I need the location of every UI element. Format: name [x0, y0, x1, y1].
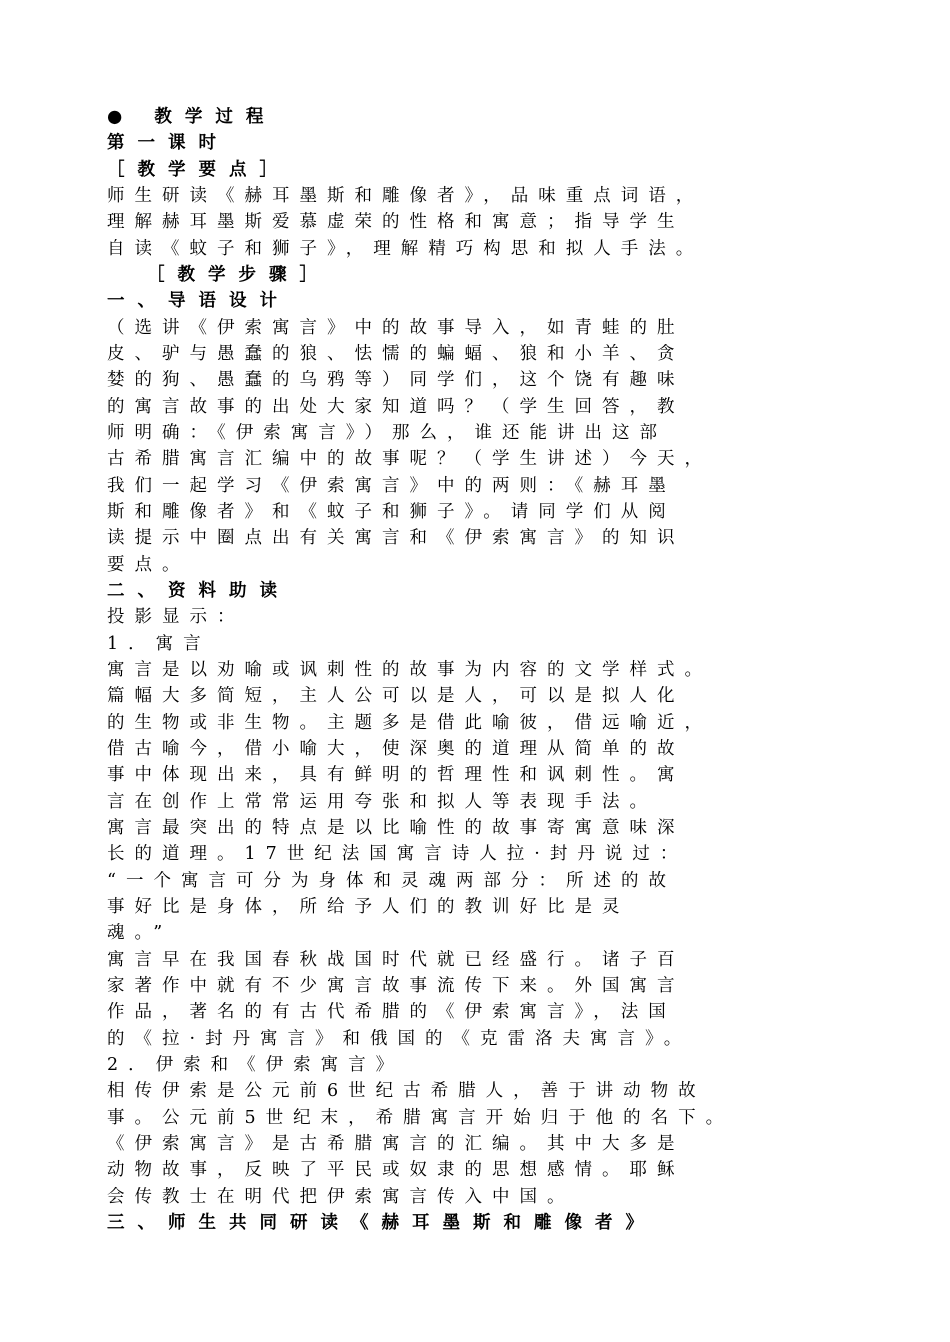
- text-line: 借古喻今，借小喻大，使深奥的道理从简单的故: [107, 739, 685, 759]
- text-line: 寓言最突出的特点是以比喻性的故事寄寓意味深: [107, 818, 685, 838]
- text-line: 的生物或非生物。主题多是借此喻彼，借远喻近，: [107, 713, 712, 733]
- text-line: 投影显示：: [107, 607, 245, 627]
- text-line: 寓言早在我国春秋战国时代就已经盛行。诸子百: [107, 950, 685, 970]
- text-line: 长的道理。17世纪法国寓言诗人拉·封丹说过：: [107, 844, 688, 864]
- text-line: 动物故事，反映了平民或奴隶的思想感情。耶稣: [107, 1160, 685, 1180]
- text-line: 师明确：《伊索寓言》）那么，谁还能讲出这部: [107, 423, 667, 443]
- text-line: “一个寓言可分为身体和灵魂两部分：所述的故: [107, 871, 676, 891]
- lesson-heading: 第一课时: [107, 133, 229, 153]
- text-line: 要点。: [107, 555, 190, 575]
- text-line: 的《拉·封丹寓言》和俄国的《克雷洛夫寓言》。: [107, 1029, 692, 1049]
- text-line: 我们一起学习《伊索寓言》中的两则：《赫耳墨: [107, 476, 676, 496]
- text-line: 古希腊寓言汇编中的故事呢？（学生讲述）今天，: [107, 449, 712, 469]
- text-line: （选讲《伊索寓言》中的故事导入，如青蛙的肚: [107, 318, 685, 338]
- text-line: 家著作中就有不少寓言故事流传下来。外国寓言: [107, 976, 685, 996]
- text-line: 斯和雕像者》和《蚊子和狮子》。请同学们从阅: [107, 502, 676, 522]
- section-heading-teaching-process: ● 教学过程: [107, 107, 277, 127]
- text-line: 事好比是身体，所给予人们的教训好比是灵: [107, 897, 630, 917]
- section-heading-joint-study: 三、师生共同研读《赫耳墨斯和雕像者》: [107, 1213, 656, 1233]
- text-line: 篇幅大多简短，主人公可以是人，可以是拟人化: [107, 686, 685, 706]
- text-line: 的寓言故事的出处大家知道吗？（学生回答，教: [107, 397, 685, 417]
- list-heading-fable: 1．寓言: [107, 634, 211, 654]
- text-line: 寓言是以劝喻或讽刺性的故事为内容的文学样式。: [107, 660, 712, 680]
- text-line: 会传教士在明代把伊索寓言传入中国。: [107, 1187, 575, 1207]
- text-line: 自读《蚊子和狮子》，理解精巧构思和拟人手法。: [107, 239, 704, 259]
- text-line: 皮、驴与愚蠢的狼、怯懦的蝙蝠、狼和小羊、贪: [107, 344, 685, 364]
- text-line: 事。公元前5世纪末，希腊寓言开始归于他的名下。: [107, 1108, 734, 1128]
- text-line: 理解赫耳墨斯爱慕虚荣的性格和寓意；指导学生: [107, 212, 685, 232]
- section-heading-reference-reading: 二、资料助读: [107, 581, 290, 601]
- text-line: 婪的狗、愚蠢的乌鸦等）同学们，这个饶有趣味: [107, 370, 685, 390]
- text-line: 相传伊索是公元前6世纪古希腊人，善于讲动物故: [107, 1081, 706, 1101]
- text-line: 魂。”: [107, 923, 173, 943]
- text-line: 读提示中圈点出有关寓言和《伊索寓言》的知识: [107, 528, 685, 548]
- text-line: 师生研读《赫耳墨斯和雕像者》，品味重点词语，: [107, 186, 704, 206]
- text-line: 事中体现出来，具有鲜明的哲理性和讽刺性。寓: [107, 765, 685, 785]
- subheading-teaching-steps: ［教学步骤］: [147, 265, 330, 285]
- section-heading-introduction: 一、导语设计: [107, 291, 290, 311]
- text-line: 作品，著名的有古代希腊的《伊索寓言》，法国: [107, 1002, 676, 1022]
- text-line: 《伊索寓言》是古希腊寓言的汇编。其中大多是: [107, 1134, 685, 1154]
- subheading-teaching-points: ［教学要点］: [107, 160, 290, 180]
- text-line: 言在创作上常常运用夸张和拟人等表现手法。: [107, 792, 657, 812]
- list-heading-aesop: 2．伊索和《伊索寓言》: [107, 1055, 404, 1075]
